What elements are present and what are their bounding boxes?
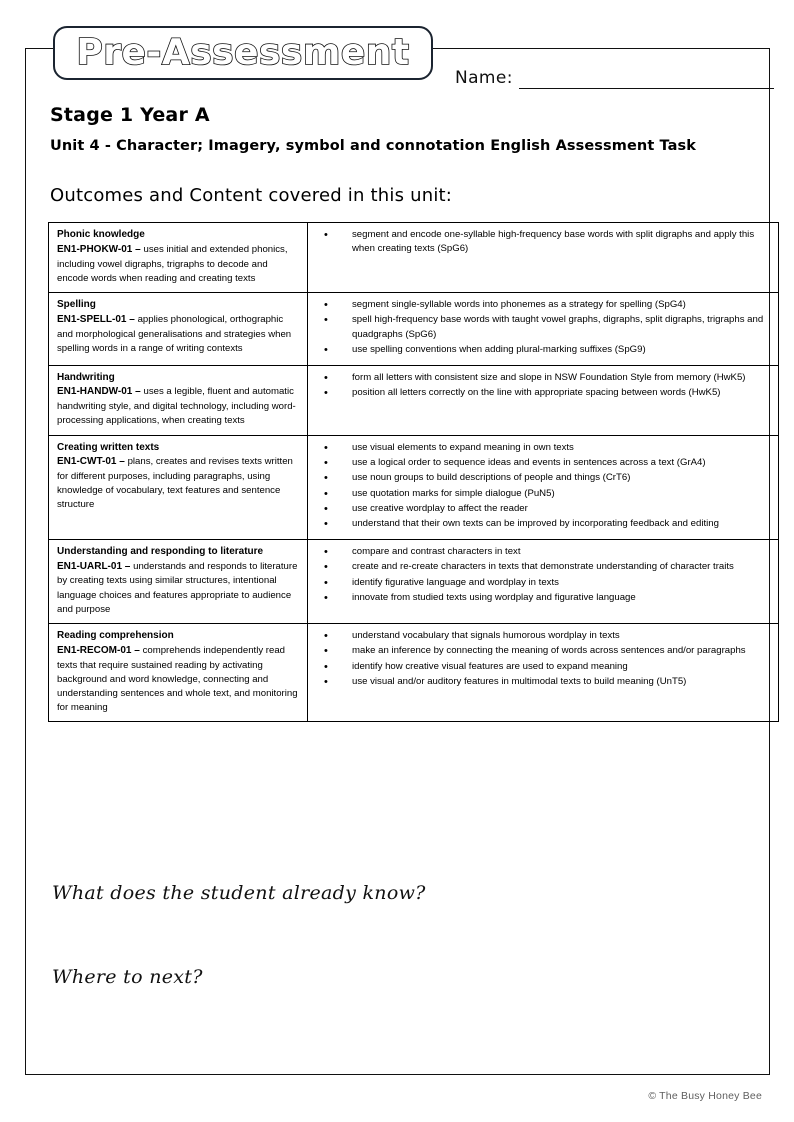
outcome-description: plans, creates and revises texts written for different purposes, including paragraphs, using knowledge of vocabulary, text features and sentence structure xyxy=(57,456,293,511)
outcome-code-desc xyxy=(57,644,301,716)
table-row xyxy=(49,539,779,623)
list-item: • innovate from studied texts using wordplay and figurative language xyxy=(352,591,772,605)
outcome-dash: – xyxy=(132,243,144,255)
outcome-code: EN1-HANDW-01 xyxy=(57,386,133,398)
list-item: • understand that their own texts can be improved by incorporating feedback and editing xyxy=(352,517,772,531)
table-row xyxy=(49,435,779,539)
outcome-cell xyxy=(49,624,308,722)
name-label: Name: xyxy=(455,68,513,88)
pre-assessment-title-badge xyxy=(53,26,433,80)
outcome-cell xyxy=(49,223,308,293)
outcome-code: EN1-RECOM-01 xyxy=(57,644,132,656)
list-item: • spell high-frequency base words with taught vowel graphs, digraphs, split digraphs, trigraphs and quadgraphs (SpG6) xyxy=(352,313,772,342)
outcome-dash: – xyxy=(132,386,144,398)
outcome-code-desc xyxy=(57,455,301,512)
page-title: Pre-Assessment xyxy=(76,32,410,73)
table-row xyxy=(49,223,779,293)
outcome-name: Reading comprehension xyxy=(57,630,174,641)
table-row xyxy=(49,624,779,722)
outcome-cell xyxy=(49,539,308,623)
list-item: • use visual and/or auditory features in multimodal texts to build meaning (UnT5) xyxy=(352,675,772,689)
unit-title: Unit 4 - Character; Imagery, symbol and connotation English Assessment Task xyxy=(50,138,696,154)
content-cell xyxy=(308,624,779,722)
copyright-footer: © The Busy Honey Bee xyxy=(648,1090,762,1102)
outcomes-content-table xyxy=(48,222,779,722)
outcome-cell xyxy=(49,292,308,365)
content-list xyxy=(316,441,772,532)
outcome-dash: – xyxy=(116,456,128,468)
list-item: • use visual elements to expand meaning in own texts xyxy=(352,441,772,455)
list-item: • segment single-syllable words into phonemes as a strategy for spelling (SpG4) xyxy=(352,298,772,312)
list-item: • use creative wordplay to affect the reader xyxy=(352,502,772,516)
outcome-code: EN1-CWT-01 xyxy=(57,456,117,468)
list-item: • use a logical order to sequence ideas and events in sentences across a text (GrA4) xyxy=(352,456,772,470)
prompt-prior-knowledge: What does the student already know? xyxy=(52,882,426,904)
content-cell xyxy=(308,365,779,435)
outcome-description: applies phonological, orthographic and morphological generalisations and strategies when spelling words in a range of writing contexts xyxy=(57,313,292,354)
list-item: • compare and contrast characters in text xyxy=(352,545,772,559)
list-item: • understand vocabulary that signals humorous wordplay in texts xyxy=(352,629,772,643)
list-item: • identify figurative language and wordplay in texts xyxy=(352,576,772,590)
outcome-code: EN1-PHOKW-01 xyxy=(57,243,133,255)
outcome-name: Spelling xyxy=(57,298,96,310)
list-item: • form all letters with consistent size and slope in NSW Foundation Style from memory (HwK5) xyxy=(352,371,772,385)
outcome-code: EN1-UARL-01 xyxy=(57,560,123,572)
outcome-description: uses a legible, fluent and automatic handwriting style, and digital technology, including word-processing applications, when creating texts xyxy=(57,386,296,427)
content-cell xyxy=(308,435,779,539)
list-item: • use noun groups to build descriptions of people and things (CrT6) xyxy=(352,471,772,485)
content-list xyxy=(316,228,772,257)
outcome-cell xyxy=(49,435,308,539)
outcome-dash: – xyxy=(131,644,143,656)
prompt-where-to-next: Where to next? xyxy=(52,966,203,988)
list-item: • use spelling conventions when adding plural-marking suffixes (SpG9) xyxy=(352,343,772,357)
name-field-row xyxy=(455,68,774,89)
outcome-code-desc xyxy=(57,313,301,356)
outcomes-table-body xyxy=(49,223,779,722)
content-cell xyxy=(308,292,779,365)
outcome-code-desc xyxy=(57,385,301,428)
outcome-name: Handwriting xyxy=(57,371,115,383)
outcome-dash: – xyxy=(126,313,138,325)
content-list xyxy=(316,298,772,358)
content-cell xyxy=(308,223,779,293)
table-row xyxy=(49,292,779,365)
outcome-cell xyxy=(49,365,308,435)
list-item: • create and re-create characters in texts that demonstrate understanding of character traits xyxy=(352,560,772,574)
content-list xyxy=(316,545,772,606)
outcome-name: Understanding and responding to literature xyxy=(57,545,264,557)
list-item: • make an inference by connecting the meaning of words across sentences and/or paragraphs xyxy=(352,644,772,658)
stage-title: Stage 1 Year A xyxy=(50,104,210,126)
outcome-code: EN1-SPELL-01 xyxy=(57,313,127,325)
outcome-code-desc xyxy=(57,243,301,286)
list-item: • use quotation marks for simple dialogue (PuN5) xyxy=(352,487,772,501)
table-row xyxy=(49,365,779,435)
list-item: • segment and encode one-syllable high-frequency base words with split digraphs and apply this when creating texts (SpG6) xyxy=(352,228,772,257)
list-item: • position all letters correctly on the line with appropriate spacing between words (HwK5) xyxy=(352,386,772,400)
list-item: • identify how creative visual features are used to expand meaning xyxy=(352,660,772,674)
content-cell xyxy=(308,539,779,623)
outcome-name: Phonic knowledge xyxy=(57,229,145,240)
outcome-description: comprehends independently read texts that require sustained reading by activating background and word knowledge, connecting and understanding sentences and whole text, and monitoring for meaning xyxy=(57,644,298,714)
outcome-description: uses initial and extended phonics, including vowel digraphs, trigraphs to decode and encode words when reading and creating texts xyxy=(57,243,288,284)
outcomes-heading: Outcomes and Content covered in this unit: xyxy=(50,185,453,206)
outcome-code-desc xyxy=(57,560,301,617)
name-input-line[interactable] xyxy=(519,69,774,89)
content-list xyxy=(316,371,772,401)
outcome-dash: – xyxy=(122,560,134,572)
content-list xyxy=(316,629,772,690)
outcome-name: Creating written texts xyxy=(57,441,160,453)
outcome-description: understands and responds to literature by creating texts using similar structures, intentional language choices and features appropriate to audience and purpose xyxy=(57,560,298,615)
